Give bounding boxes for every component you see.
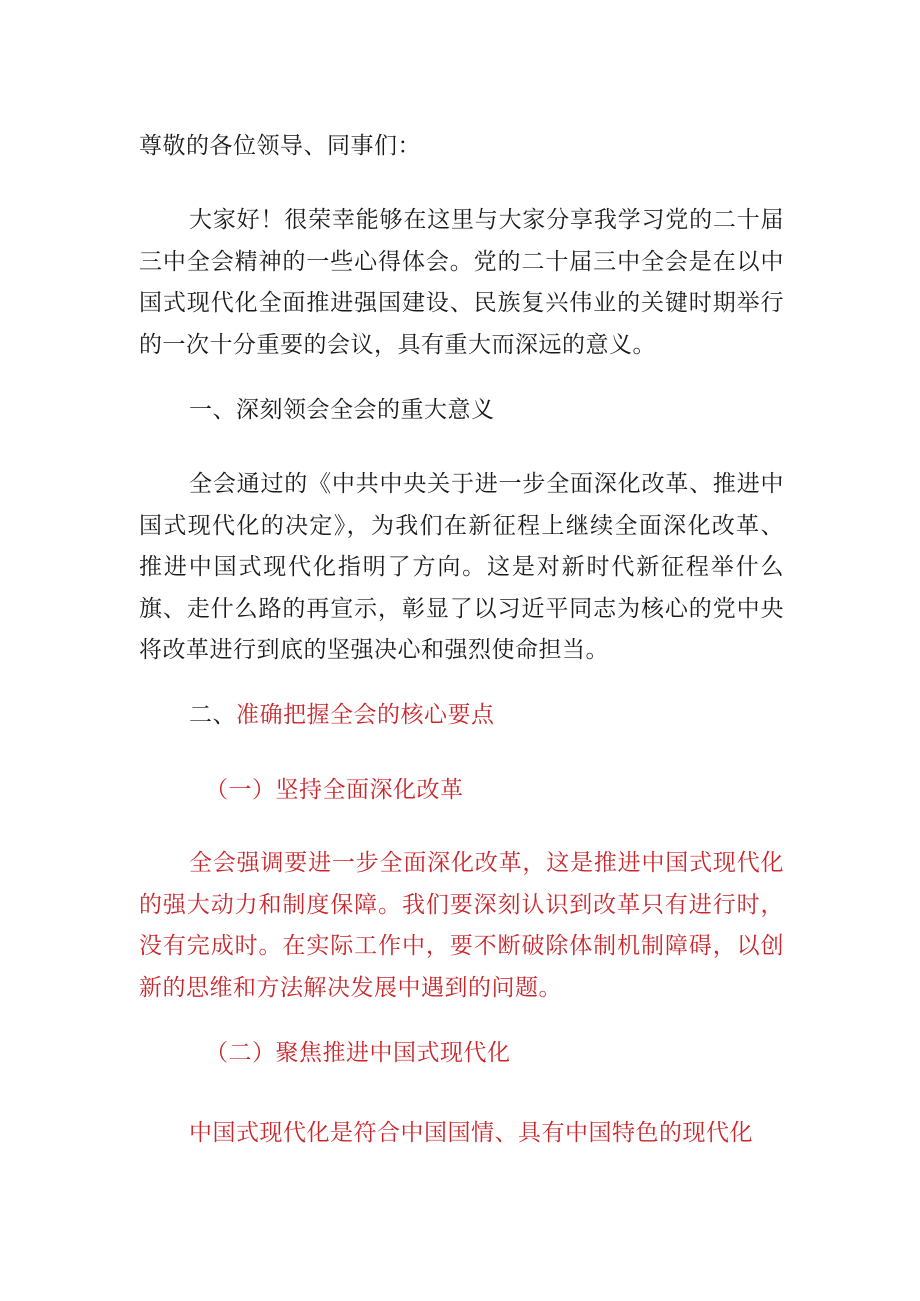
subsection1-heading: （一）坚持全面深化改革: [205, 777, 464, 803]
section2-heading: [139, 695, 784, 737]
section1-body: 全会通过的《中共中央关于进一步全面深化改革、推进中国式现代化的决定》，为我们在新征程上继续全面深化改革、推进中国式现代化指明了方向。这是对新时代新征程举什么旗、走什么路的再宣示，彰显了以习近平同志为核心的党中央将改革进行到底的坚强决心和强烈使命担当。: [139, 471, 784, 663]
subsection2-heading: （二）聚焦推进中国式现代化: [205, 1040, 511, 1066]
salutation: 尊敬的各位领导、同事们：: [139, 133, 421, 159]
section2-heading-text: 准确把握全会的核心要点: [236, 702, 495, 728]
intro-paragraph: 大家好！很荣幸能够在这里与大家分享我学习党的二十届三中全会精神的一些心得体会。党的二十届三中全会是在以中国式现代化全面推进强国建设、民族复兴伟业的关键时期举行的一次十分重要的会议，具有重大而深远的意义。: [139, 207, 784, 358]
subsection2-body: 中国式现代化是符合中国国情、具有中国特色的现代化: [189, 1120, 753, 1146]
section2-heading-prefix: 二、: [189, 702, 236, 728]
subsection1-body: 全会强调要进一步全面深化改革，这是推进中国式现代化的强大动力和制度保障。我们要深刻认识到改革只有进行时，没有完成时。在实际工作中，要不断破除体制机制障碍，以创新的思维和方法解决发展中遇到的问题。: [139, 850, 784, 1001]
section1-heading: 一、深刻领会全会的重大意义: [189, 397, 495, 423]
